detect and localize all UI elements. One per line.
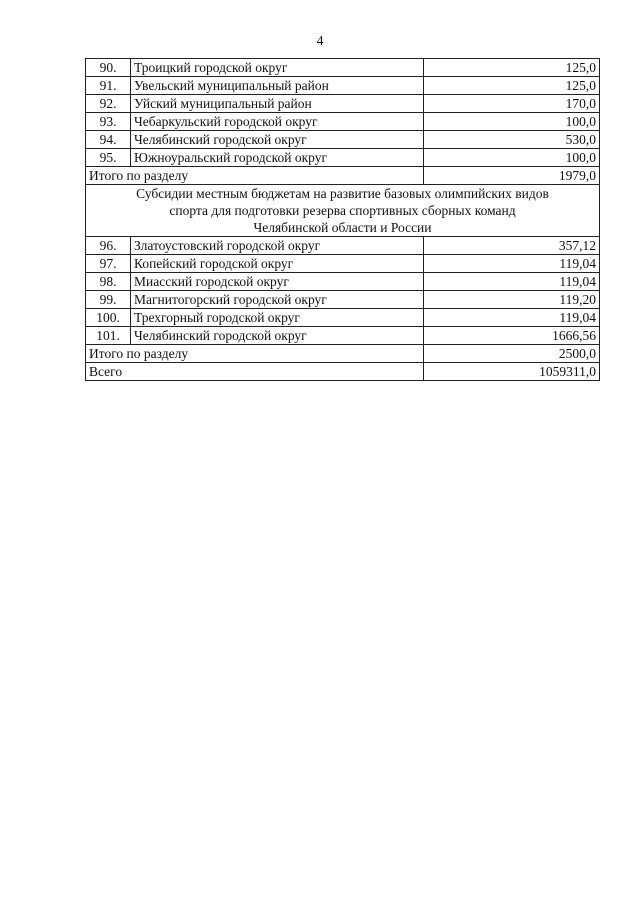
subsidy-amount: 119,04 — [424, 255, 600, 273]
subsidy-amount: 119,20 — [424, 291, 600, 309]
row-number: 100. — [86, 309, 131, 327]
row-number: 91. — [86, 77, 131, 95]
table-row — [86, 273, 600, 291]
grand-total-value: 1059311,0 — [424, 363, 600, 381]
table-row — [86, 95, 600, 113]
grand-total-row — [86, 363, 600, 381]
subsidy-amount: 357,12 — [424, 237, 600, 255]
section-title-line: Челябинской области и России — [253, 220, 432, 235]
table-row — [86, 149, 600, 167]
municipality-name: Челябинский городской округ — [131, 131, 424, 149]
section-total-row — [86, 345, 600, 363]
row-number: 95. — [86, 149, 131, 167]
page-number: 4 — [316, 34, 324, 49]
subsidy-amount: 100,0 — [424, 113, 600, 131]
municipality-name: Уйский муниципальный район — [131, 95, 424, 113]
row-number: 98. — [86, 273, 131, 291]
table-row — [86, 291, 600, 309]
section-total-value: 1979,0 — [424, 167, 600, 185]
municipality-name: Златоустовский городской округ — [131, 237, 424, 255]
row-number: 90. — [86, 59, 131, 77]
section-title-row — [86, 185, 600, 237]
subsidy-table — [85, 58, 600, 381]
row-number: 96. — [86, 237, 131, 255]
section-title — [86, 185, 600, 237]
row-number: 92. — [86, 95, 131, 113]
subsidy-amount: 100,0 — [424, 149, 600, 167]
subsidy-amount: 119,04 — [424, 309, 600, 327]
subsidy-amount: 1666,56 — [424, 327, 600, 345]
grand-total-label: Всего — [86, 363, 424, 381]
row-number: 93. — [86, 113, 131, 131]
section-total-row — [86, 167, 600, 185]
table-row — [86, 131, 600, 149]
section-total-value: 2500,0 — [424, 345, 600, 363]
subsidy-amount: 530,0 — [424, 131, 600, 149]
row-number: 101. — [86, 327, 131, 345]
table-row — [86, 327, 600, 345]
section-title-line: спорта для подготовки резерва спортивных сборных команд — [169, 203, 516, 218]
municipality-name: Копейский городской округ — [131, 255, 424, 273]
municipality-name: Магнитогорский городской округ — [131, 291, 424, 309]
municipality-name: Увельский муниципальный район — [131, 77, 424, 95]
section-total-label: Итого по разделу — [86, 345, 424, 363]
table-row — [86, 255, 600, 273]
table-row — [86, 309, 600, 327]
subsidy-amount: 119,04 — [424, 273, 600, 291]
row-number: 97. — [86, 255, 131, 273]
row-number: 99. — [86, 291, 131, 309]
municipality-name: Челябинский городской округ — [131, 327, 424, 345]
table-row — [86, 77, 600, 95]
municipality-name: Чебаркульский городской округ — [131, 113, 424, 131]
table-row — [86, 237, 600, 255]
subsidy-amount: 125,0 — [424, 59, 600, 77]
municipality-name: Миасский городской округ — [131, 273, 424, 291]
subsidy-amount: 125,0 — [424, 77, 600, 95]
table-row — [86, 113, 600, 131]
municipality-name: Трехгорный городской округ — [131, 309, 424, 327]
section-title-line: Субсидии местным бюджетам на развитие базовых олимпийских видов — [136, 186, 549, 201]
subsidy-amount: 170,0 — [424, 95, 600, 113]
row-number: 94. — [86, 131, 131, 149]
table-row — [86, 59, 600, 77]
municipality-name: Южноуральский городской округ — [131, 149, 424, 167]
municipality-name: Троицкий городской округ — [131, 59, 424, 77]
section-total-label: Итого по разделу — [86, 167, 424, 185]
